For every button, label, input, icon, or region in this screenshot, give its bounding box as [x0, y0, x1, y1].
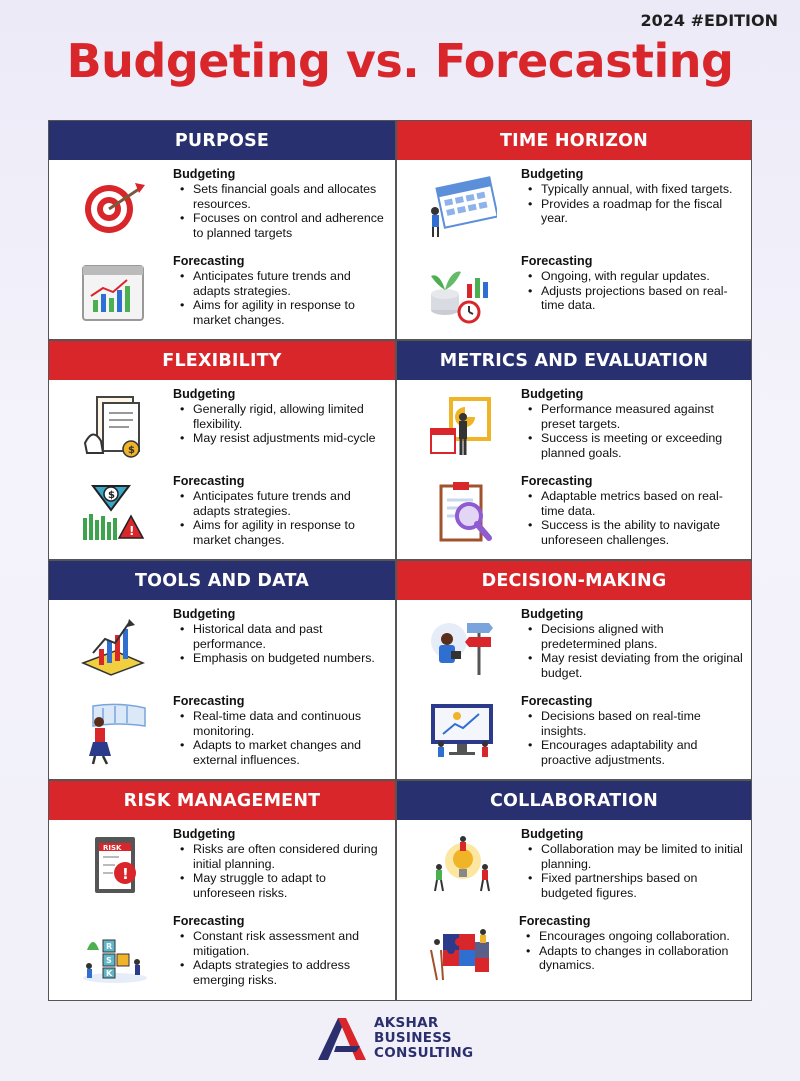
budgeting-entry	[49, 387, 395, 475]
bullet-point: • Encourages adaptability and proactive adjustments.	[521, 738, 745, 767]
entry-text	[521, 254, 745, 313]
forecasting-entry	[49, 474, 395, 562]
bullet-point: • May resist deviating from the original budget.	[521, 651, 745, 680]
entry-label: Budgeting	[521, 827, 584, 841]
comparison-grid	[48, 120, 752, 1001]
bullet-point: • May struggle to adapt to unforeseen risks.	[173, 871, 389, 900]
entry-label: Forecasting	[173, 474, 245, 488]
presentation-board-icon	[427, 393, 497, 459]
bullet-point: • Anticipates future trends and adapts strategies.	[173, 269, 389, 298]
entry-label: Budgeting	[173, 167, 236, 181]
forecasting-entry	[397, 914, 751, 1002]
section-heading: PURPOSE	[49, 121, 395, 160]
budgeting-entry	[49, 827, 395, 915]
bullet-point: • Constant risk assessment and mitigation.	[173, 929, 389, 958]
bullet-point: • Fixed partnerships based on budgeted figures.	[521, 871, 745, 900]
bullet-point: • Generally rigid, allowing limited flexibility.	[173, 402, 389, 431]
section-heading: TOOLS AND DATA	[49, 561, 395, 600]
browser-chart-icon	[79, 260, 149, 326]
section-tools-and-data	[48, 560, 396, 780]
logo-line: AKSHAR	[374, 1015, 439, 1031]
forecasting-entry	[49, 694, 395, 782]
section-decision-making	[396, 560, 752, 780]
section-risk-management	[48, 780, 396, 1001]
section-heading: RISK MANAGEMENT	[49, 781, 395, 820]
entry-text	[521, 474, 745, 547]
entry-label: Budgeting	[173, 387, 236, 401]
section-heading: DECISION-MAKING	[397, 561, 751, 600]
forecasting-entry	[49, 254, 395, 342]
bullet-point: • Focuses on control and adherence to planned targets	[173, 211, 389, 240]
forecasting-entry	[397, 694, 751, 782]
bullet-point: • Collaboration may be limited to initial planning.	[521, 842, 745, 871]
entry-text	[521, 827, 745, 900]
signpost-icon	[427, 613, 497, 679]
section-time-horizon	[396, 120, 752, 340]
budgeting-entry	[397, 167, 751, 255]
person-data-icon	[79, 700, 149, 766]
budgeting-entry	[397, 607, 751, 695]
entry-text	[521, 387, 745, 460]
akshar-logo-icon	[316, 1016, 372, 1062]
section-heading: TIME HORIZON	[397, 121, 751, 160]
section-collaboration	[396, 780, 752, 1001]
bullet-point: • Adjusts projections based on real-time data.	[521, 284, 745, 313]
budgeting-entry	[49, 167, 395, 255]
bullet-point: • Decisions based on real-time insights.	[521, 709, 745, 738]
bullet-point: • Adapts to market changes and external influences.	[173, 738, 389, 767]
page-title: Budgeting vs. Forecasting	[66, 34, 734, 88]
entry-label: Forecasting	[173, 694, 245, 708]
entry-label: Forecasting	[173, 254, 245, 268]
puzzle-team-icon	[427, 920, 497, 986]
bullet-point: • Risks are often considered during initial planning.	[173, 842, 389, 871]
bullet-point: • Encourages ongoing collaboration.	[519, 929, 745, 943]
risk-clipboard-icon	[79, 833, 149, 899]
entry-text	[173, 387, 389, 446]
magnifier-report-icon	[427, 480, 497, 546]
bullet-point: • Success is meeting or exceeding planned goals.	[521, 431, 745, 460]
lightbulb-team-icon	[427, 833, 497, 899]
svg-text:S: S	[106, 956, 112, 965]
entry-label: Budgeting	[521, 387, 584, 401]
bullet-point: • Aims for agility in response to market changes.	[173, 518, 389, 547]
bullet-point: • Adapts to changes in collaboration dynamics.	[519, 944, 745, 973]
target-icon	[79, 173, 149, 239]
bullet-point: • Success is the ability to navigate unforeseen challenges.	[521, 518, 745, 547]
entry-text	[521, 694, 745, 767]
section-heading: COLLABORATION	[397, 781, 751, 820]
entry-text	[519, 914, 745, 973]
entry-text	[173, 607, 389, 666]
bullet-point: • Ongoing, with regular updates.	[521, 269, 745, 283]
svg-text:R: R	[106, 942, 113, 951]
bullet-point: • Real-time data and continuous monitoring.	[173, 709, 389, 738]
bullet-point: • Adapts strategies to address emerging risks.	[173, 958, 389, 987]
entry-label: Budgeting	[521, 607, 584, 621]
entry-label: Forecasting	[519, 914, 591, 928]
logo-wordmark	[374, 1016, 473, 1061]
growth-chart-icon	[79, 613, 149, 679]
edition-label: 2024 #EDITION	[640, 11, 778, 30]
entry-label: Budgeting	[521, 167, 584, 181]
monitor-team-icon	[427, 700, 497, 766]
bullet-point: • Historical data and past performance.	[173, 622, 389, 651]
documents-coins-icon	[79, 393, 149, 459]
budgeting-entry	[397, 827, 751, 915]
forecasting-entry	[397, 474, 751, 562]
bullet-point: • Decisions aligned with predetermined plans.	[521, 622, 745, 651]
bullet-point: • Performance measured against preset targets.	[521, 402, 745, 431]
entry-text	[173, 254, 389, 327]
entry-text	[521, 167, 745, 226]
bullet-point: • Provides a roadmap for the fiscal year.	[521, 197, 745, 226]
bullet-point: • Anticipates future trends and adapts strategies.	[173, 489, 389, 518]
svg-text:$: $	[128, 445, 135, 456]
svg-text:!: !	[122, 865, 129, 883]
entry-text	[173, 474, 389, 547]
entry-text	[521, 607, 745, 680]
entry-label: Forecasting	[521, 694, 593, 708]
logo-line: CONSULTING	[374, 1045, 474, 1061]
bullet-point: • Typically annual, with fixed targets.	[521, 182, 745, 196]
risk-blocks-icon	[79, 920, 149, 986]
svg-text:$: $	[108, 490, 115, 501]
budgeting-entry	[397, 387, 751, 475]
svg-text:K: K	[106, 969, 113, 978]
bullet-point: • Adaptable metrics based on real-time data.	[521, 489, 745, 518]
coins-clock-icon	[427, 260, 497, 326]
entry-label: Budgeting	[173, 607, 236, 621]
svg-text:RISK: RISK	[103, 844, 122, 852]
section-heading: FLEXIBILITY	[49, 341, 395, 380]
entry-text	[173, 914, 389, 987]
bullet-point: • Emphasis on budgeted numbers.	[173, 651, 389, 665]
logo-line: BUSINESS	[374, 1030, 452, 1046]
dollar-warning-icon	[79, 480, 149, 546]
forecasting-entry	[397, 254, 751, 342]
entry-label: Budgeting	[173, 827, 236, 841]
entry-text	[173, 167, 389, 240]
forecasting-entry	[49, 914, 395, 1002]
entry-text	[173, 694, 389, 767]
section-metrics-and-evaluation	[396, 340, 752, 560]
calendar-icon	[427, 173, 497, 239]
section-flexibility	[48, 340, 396, 560]
section-heading: METRICS AND EVALUATION	[397, 341, 751, 380]
entry-label: Forecasting	[521, 254, 593, 268]
entry-label: Forecasting	[173, 914, 245, 928]
entry-label: Forecasting	[521, 474, 593, 488]
bullet-point: • Sets financial goals and allocates resources.	[173, 182, 389, 211]
bullet-point: • Aims for agility in response to market changes.	[173, 298, 389, 327]
bullet-point: • May resist adjustments mid-cycle	[173, 431, 389, 445]
svg-text:!: !	[129, 524, 135, 538]
company-logo	[316, 1014, 496, 1064]
entry-text	[173, 827, 389, 900]
budgeting-entry	[49, 607, 395, 695]
section-purpose	[48, 120, 396, 340]
